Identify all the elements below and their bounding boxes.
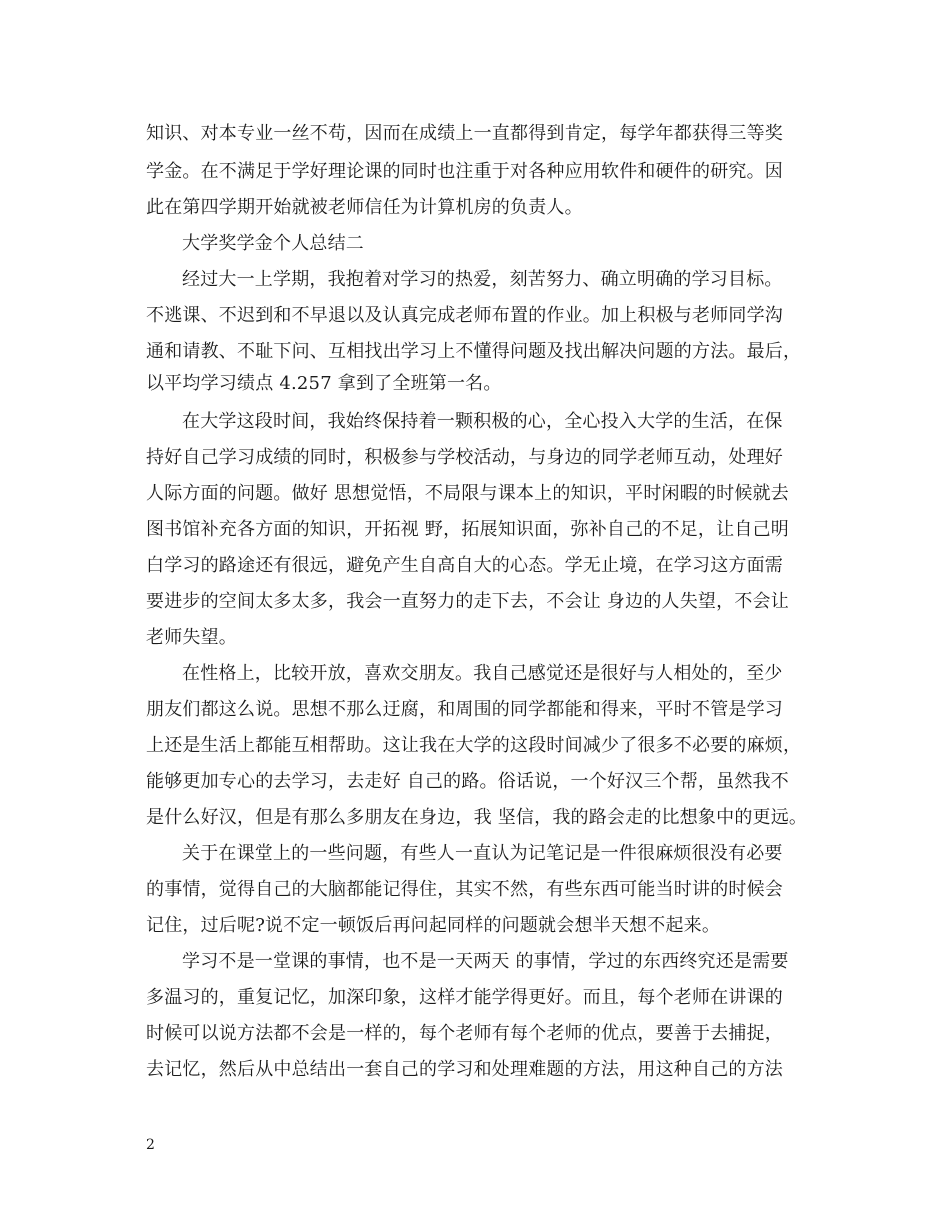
- text-line: 通和请教、不耻下问、互相找出学习上不懂得问题及找出解决问题的方法。最后，: [146, 341, 802, 362]
- text-line: 记住，过后呢?说不定一顿饭后再问起同样的问题就会想半天想不起来。: [146, 915, 721, 936]
- text-line: 以平均学习绩点 4.257 拿到了全班第一名。: [146, 373, 502, 394]
- text-line: 学习不是一堂课的事情，也不是一天两天 的事情，学过的东西终究还是需要: [182, 951, 789, 972]
- text-line: 持好自己学习成绩的同时，积极参与学校活动，与身边的同学老师互动，处理好: [146, 447, 783, 468]
- text-line: 时候可以说方法都不会是一样的，每个老师有每个老师的优点，要善于去捕捉，: [146, 1023, 783, 1044]
- text-line: 图书馆补充各方面的知识，开拓视 野，拓展知识面，弥补自己的不足，让自己明: [146, 519, 789, 540]
- text-line: 朋友们都这么说。思想不那么迂腐，和周围的同学都能和得来，平时不管是学习: [146, 699, 783, 720]
- text-line: 要进步的空间太多太多，我会一直努力的走下去，不会让 身边的人失望，不会让: [146, 591, 789, 612]
- text-line: 是什么好汉，但是有那么多朋友在身边，我 坚信，我的路会走的比想象中的更远。: [146, 807, 808, 828]
- page-number: 2: [146, 1137, 155, 1153]
- text-line: 的事情，觉得自己的大脑都能记得住，其实不然，有些东西可能当时讲的时候会: [146, 879, 783, 900]
- text-line: 在性格上，比较开放，喜欢交朋友。我自己感觉还是很好与人相处的，至少: [182, 663, 783, 684]
- text-line: 在大学这段时间，我始终保持着一颗积极的心，全心投入大学的生活，在保: [182, 411, 783, 432]
- text-line: 白学习的路途还有很远，避免产生自高自大的心态。学无止境，在学习这方面需: [146, 555, 783, 576]
- text-line: 此在第四学期开始就被老师信任为计算机房的负责人。: [146, 197, 583, 218]
- text-line: 人际方面的问题。做好 思想觉悟，不局限与课本上的知识，平时闲暇的时候就去: [146, 483, 789, 504]
- text-line: 多温习的，重复记忆，加深印象，这样才能学得更好。而且，每个老师在讲课的: [146, 987, 783, 1008]
- text-line: 不逃课、不迟到和不早退以及认真完成老师布置的作业。加上积极与老师同学沟: [146, 305, 783, 326]
- text-line: 能够更加专心的去学习，去走好 自己的路。俗话说，一个好汉三个帮，虽然我不: [146, 771, 789, 792]
- text-line: 关于在课堂上的一些问题，有些人一直认为记笔记是一件很麻烦很没有必要: [182, 843, 783, 864]
- text-line: 知识、对本专业一丝不苟，因而在成绩上一直都得到肯定，每学年都获得三等奖: [146, 123, 783, 144]
- text-line: 老师失望。: [146, 627, 237, 648]
- text-line: 学金。在不满足于学好理论课的同时也注重于对各种应用软件和硬件的研究。因: [146, 161, 783, 182]
- section-heading: 大学奖学金个人总结二: [182, 233, 364, 254]
- text-line: 上还是生活上都能互相帮助。这让我在大学的这段时间减少了很多不必要的麻烦，: [146, 735, 802, 756]
- text-line: 经过大一上学期，我抱着对学习的热爱，刻苦努力、确立明确的学习目标。: [182, 269, 783, 290]
- text-line: 去记忆，然后从中总结出一套自己的学习和处理难题的方法，用这种自己的方法: [146, 1059, 783, 1080]
